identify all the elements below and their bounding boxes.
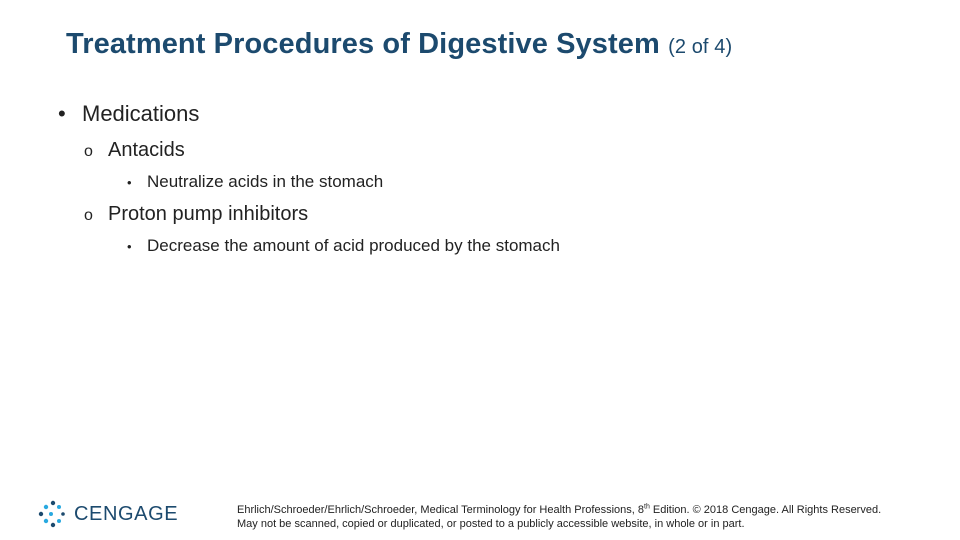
cengage-logo-text: CENGAGE xyxy=(74,502,179,525)
slide-title-text: Treatment Procedures of Digestive System xyxy=(66,28,660,60)
bullet-ppi-detail-text: Decrease the amount of acid produced by the stomach xyxy=(147,236,560,255)
copyright-footer xyxy=(237,503,947,531)
bullet-ppi-text: Proton pump inhibitors xyxy=(108,203,309,225)
cengage-logo xyxy=(38,498,178,530)
sub-bullet-marker: o xyxy=(84,207,93,224)
bullet-antacids-detail-text: Neutralize acids in the stomach xyxy=(147,172,384,191)
bullet-antacids-text: Antacids xyxy=(108,139,185,161)
slide-title xyxy=(66,28,732,61)
bullet-antacids-detail xyxy=(127,172,383,192)
sub-sub-bullet-marker: • xyxy=(127,175,132,190)
slide-title-page-indicator: (2 of 4) xyxy=(668,36,733,58)
copyright-line-1: Ehrlich/Schroeder/Ehrlich/Schroeder, Medical Terminology for Health Professions, 8th Edition. © 2018 Cengage. All Rights Reserved. xyxy=(237,503,882,516)
bullet-marker: • xyxy=(58,101,66,126)
bullet-antacids xyxy=(84,139,185,162)
bullet-proton-pump-inhibitors xyxy=(84,203,308,226)
copyright-line-2: May not be scanned, copied or duplicated, or posted to a publicly accessible website, in whole or in part. xyxy=(237,518,745,530)
bullet-medications xyxy=(58,101,199,127)
bullet-ppi-detail xyxy=(127,236,560,256)
bullet-medications-text: Medications xyxy=(82,101,200,126)
sub-sub-bullet-marker: • xyxy=(127,239,132,254)
cengage-logo-icon xyxy=(38,500,66,528)
sub-bullet-marker: o xyxy=(84,143,93,160)
